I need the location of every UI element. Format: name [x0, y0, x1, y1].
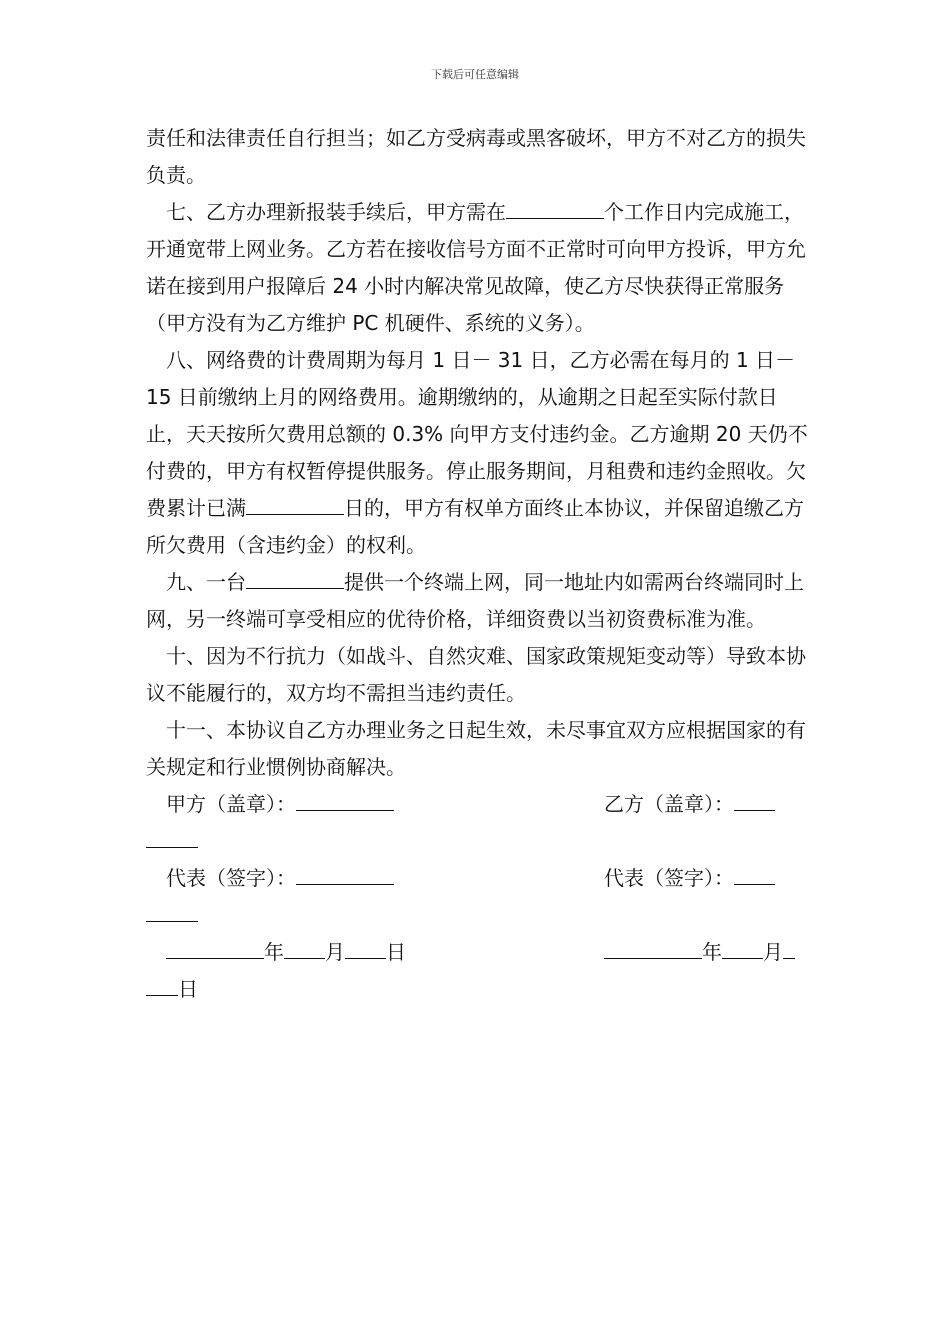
party-b-year-blank[interactable]: [604, 957, 702, 959]
page-header: 下载后可任意编辑: [431, 68, 519, 81]
party-a-month-label: 月: [325, 940, 345, 964]
clause-7-text-before: 七、乙方办理新报装手续后，甲方需在: [166, 200, 506, 224]
party-a-representative: [166, 860, 394, 897]
party-b-seal-blank-continued[interactable]: [146, 846, 198, 848]
paragraph-clause-11: 十一、本协议自乙方办理业务之日起生效，未尽事宜双方应根据国家的有关规定和行业惯例协商解决。: [146, 718, 806, 779]
party-a-day-label: 日: [386, 940, 406, 964]
overdue-days-blank[interactable]: [246, 513, 344, 515]
date-row-continuation: [146, 971, 808, 1008]
party-a-seal: [166, 786, 394, 823]
paragraph-clause-9: [146, 564, 808, 638]
party-b-month-label: 月: [763, 940, 783, 964]
party-a-seal-blank[interactable]: [296, 809, 394, 811]
seal-row-continuation: [146, 823, 808, 860]
date-row: [146, 934, 808, 971]
party-a-rep-label: 代表（签字）：: [166, 866, 296, 890]
paragraph-clause-8: [146, 342, 808, 564]
contract-body: [146, 120, 808, 1008]
party-a-rep-blank[interactable]: [296, 883, 394, 885]
party-b-seal-blank[interactable]: [734, 809, 775, 811]
party-a-year-label: 年: [264, 940, 284, 964]
party-b-month-blank[interactable]: [722, 957, 763, 959]
party-a-year-blank[interactable]: [166, 957, 264, 959]
party-b-day-label: 日: [178, 977, 198, 1001]
workdays-blank[interactable]: [506, 217, 604, 219]
paragraph-clause-7: [146, 194, 808, 342]
clause-8-text-after: 日的，甲方有权单方面终止本协议，并保留追缴乙方所欠费用（含违约金）的权利。: [146, 496, 804, 557]
party-b-seal: [604, 786, 775, 823]
party-b-rep-blank-continued[interactable]: [146, 920, 198, 922]
clause-9-text-before: 九、一台: [166, 570, 246, 594]
party-b-seal-label: 乙方（盖章）：: [604, 792, 734, 816]
paragraph-liability: 责任和法律责任自行担当；如乙方受病毒或黑客破坏，甲方不对乙方的损失负责。: [146, 126, 806, 187]
representative-row-continuation: [146, 897, 808, 934]
party-b-rep-label: 代表（签字）：: [604, 866, 734, 890]
party-b-representative: [604, 860, 775, 897]
party-b-day-blank-continued[interactable]: [146, 994, 178, 996]
device-blank[interactable]: [246, 587, 344, 589]
party-a-date: [166, 934, 406, 971]
clause-7-text-after: 个工作日内完成施工，开通宽带上网业务。乙方若在接收信号方面不正常时可向甲方投诉，甲方允诺在接到用户报障后 24 小时内解决常见故障，使乙方尽快获得正常服务（甲方没有为乙方维护 PC 机硬件、系统的义务）。: [146, 200, 806, 335]
paragraph-clause-10: 十、因为不行抗力（如战斗、自然灾难、国家政策规矩变动等）导致本协议不能履行的，双方均不需担当违约责任。: [146, 644, 806, 705]
party-b-rep-blank[interactable]: [734, 883, 775, 885]
party-a-seal-label: 甲方（盖章）：: [166, 792, 296, 816]
party-a-day-blank[interactable]: [345, 957, 386, 959]
seal-row: [146, 786, 808, 823]
party-b-day-blank[interactable]: [783, 957, 795, 959]
clause-8-text-before: 八、网络费的计费周期为每月 1 日－ 31 日，乙方必需在每月的 1 日－ 15 日前缴纳上月的网络费用。逾期缴纳的，从逾期之日起至实际付款日止，天天按所欠费用总额的 0.3% 向甲方支付违约金。乙方逾期 20 天仍不付费的，甲方有权暂停提供服务。停止服务期间，月租费和违约金照收。欠费累计已满: [146, 348, 808, 520]
party-b-year-label: 年: [702, 940, 722, 964]
clause-9-text-after: 提供一个终端上网，同一地址内如需两台终端同时上网，另一终端可享受相应的优待价格，详细资费以当初资费标准为准。: [146, 570, 804, 631]
party-b-date: [604, 934, 795, 971]
representative-row: [146, 860, 808, 897]
party-a-month-blank[interactable]: [284, 957, 325, 959]
